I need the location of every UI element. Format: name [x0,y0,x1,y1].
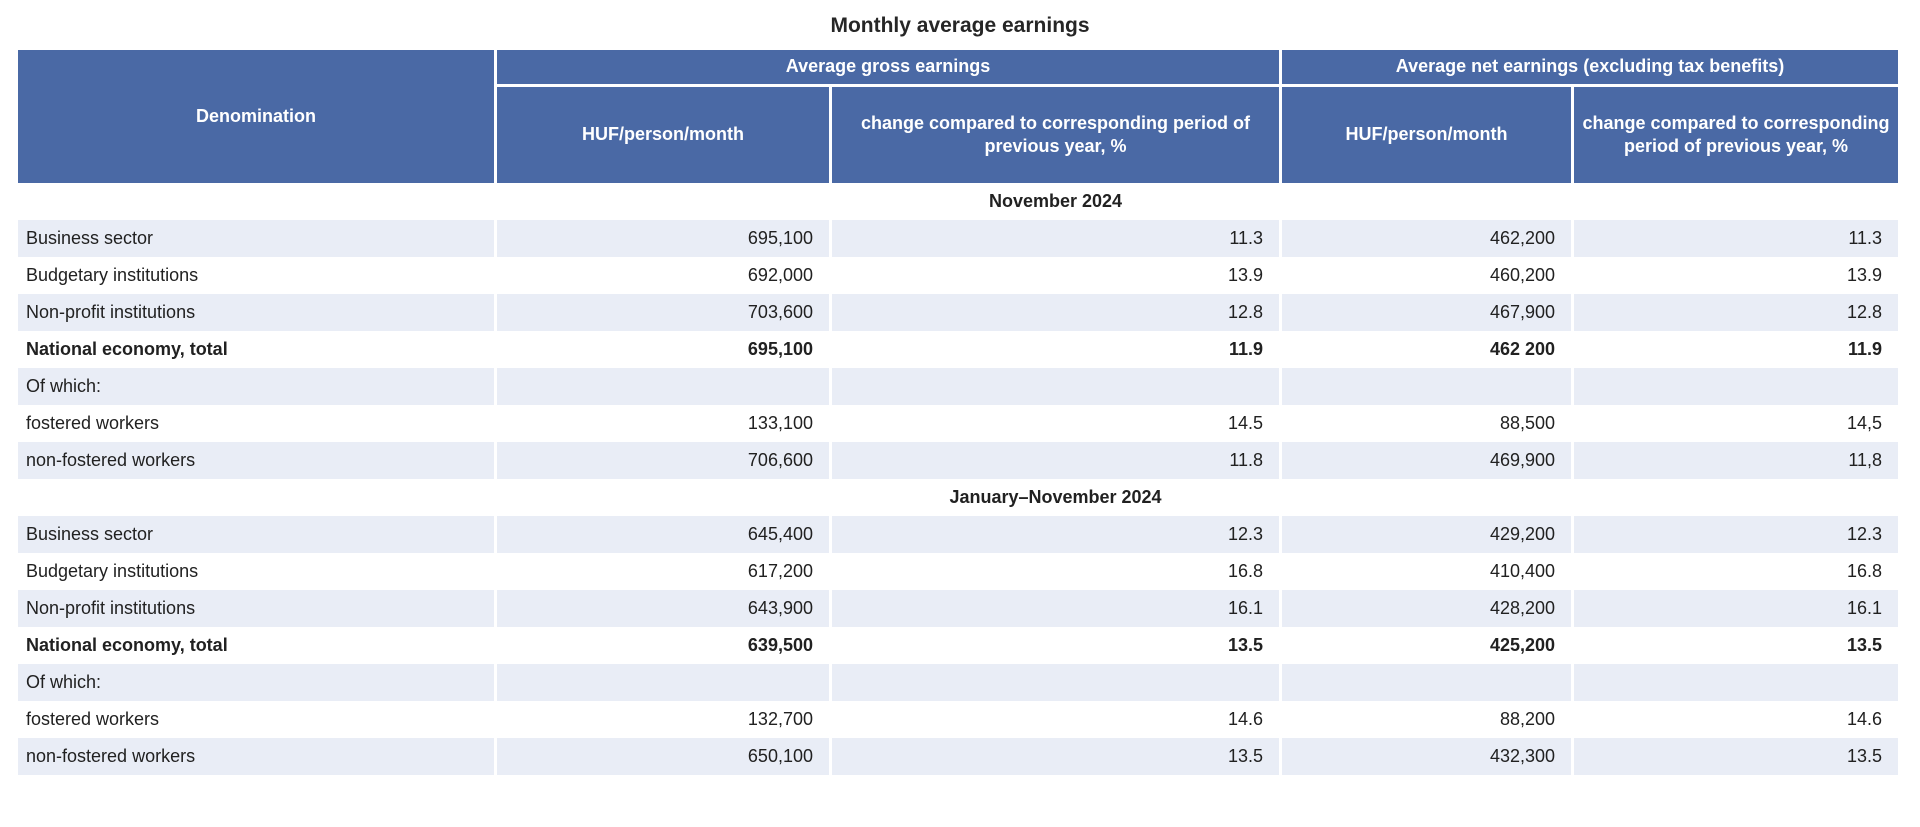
table-row [18,701,1898,738]
net-change-cell: 11.3 [1574,220,1898,257]
net-huf-cell: 425,200 [1282,627,1571,664]
gross-huf-cell: 650,100 [497,738,829,775]
net-huf-cell: 88,500 [1282,405,1571,442]
row-label-cell: Of which: [18,664,494,701]
gross-huf-cell: 692,000 [497,257,829,294]
row-label-cell: Of which: [18,368,494,405]
table-row [18,553,1898,590]
gross-huf-cell: 703,600 [497,294,829,331]
table-row [18,590,1898,627]
gross-change-cell: 11.9 [832,331,1279,368]
net-change-cell: 16.1 [1574,590,1898,627]
net-change-cell: 14.6 [1574,701,1898,738]
section-period-label: January–November 2024 [832,479,1279,516]
page-title: Monthly average earnings [830,14,1090,37]
net-huf-cell: 462,200 [1282,220,1571,257]
net-huf-cell [1282,664,1571,701]
table-body [18,183,1898,775]
net-change-cell [1574,664,1898,701]
gross-change-cell: 14.5 [832,405,1279,442]
gross-huf-cell: 695,100 [497,331,829,368]
gross-huf-cell: 643,900 [497,590,829,627]
column-header-net-huf: HUF/person/month [1282,87,1571,183]
column-group-net-earnings: Average net earnings (excluding tax benefits) [1282,50,1898,87]
gross-change-cell: 16.8 [832,553,1279,590]
empty-cell [497,183,829,220]
gross-huf-cell [497,664,829,701]
row-label-cell: Non-profit institutions [18,294,494,331]
table-row [18,738,1898,775]
net-change-cell: 16.8 [1574,553,1898,590]
net-huf-cell: 429,200 [1282,516,1571,553]
gross-huf-cell: 132,700 [497,701,829,738]
net-change-cell: 14,5 [1574,405,1898,442]
section-header-row [18,183,1898,220]
gross-huf-cell: 617,200 [497,553,829,590]
empty-cell [497,479,829,516]
empty-cell [1282,479,1571,516]
gross-huf-cell: 133,100 [497,405,829,442]
table-row [18,220,1898,257]
net-huf-cell: 460,200 [1282,257,1571,294]
column-header-gross-huf: HUF/person/month [497,87,829,183]
net-change-cell: 13.9 [1574,257,1898,294]
net-huf-cell: 432,300 [1282,738,1571,775]
row-label-cell: fostered workers [18,405,494,442]
earnings-table [15,50,1901,775]
empty-cell [1574,479,1898,516]
gross-change-cell: 11.3 [832,220,1279,257]
table-row [18,331,1898,368]
row-label-cell: Budgetary institutions [18,257,494,294]
gross-change-cell: 11.8 [832,442,1279,479]
gross-huf-cell: 639,500 [497,627,829,664]
gross-change-cell: 14.6 [832,701,1279,738]
gross-huf-cell: 695,100 [497,220,829,257]
gross-change-cell: 13.5 [832,627,1279,664]
net-huf-cell: 469,900 [1282,442,1571,479]
empty-cell [1282,183,1571,220]
gross-change-cell: 13.9 [832,257,1279,294]
empty-cell [18,183,494,220]
gross-huf-cell [497,368,829,405]
table-header [18,50,1898,183]
table-row [18,405,1898,442]
net-huf-cell: 410,400 [1282,553,1571,590]
table-row [18,368,1898,405]
net-change-cell: 12.8 [1574,294,1898,331]
table-row [18,442,1898,479]
table-row [18,664,1898,701]
gross-change-cell [832,664,1279,701]
column-header-denomination: Denomination [18,50,494,183]
net-change-cell [1574,368,1898,405]
table-row [18,257,1898,294]
table-row [18,516,1898,553]
gross-change-cell: 12.3 [832,516,1279,553]
row-label-cell: Non-profit institutions [18,590,494,627]
column-header-gross-change: change compared to corresponding period of previous year, % [832,87,1279,183]
gross-change-cell [832,368,1279,405]
gross-change-cell: 13.5 [832,738,1279,775]
net-huf-cell [1282,368,1571,405]
column-group-gross-earnings: Average gross earnings [497,50,1279,87]
empty-cell [1574,183,1898,220]
row-label-cell: Budgetary institutions [18,553,494,590]
row-label-cell: National economy, total [18,627,494,664]
net-huf-cell: 88,200 [1282,701,1571,738]
net-change-cell: 11,8 [1574,442,1898,479]
net-huf-cell: 428,200 [1282,590,1571,627]
empty-cell [18,479,494,516]
gross-huf-cell: 706,600 [497,442,829,479]
row-label-cell: non-fostered workers [18,442,494,479]
gross-change-cell: 16.1 [832,590,1279,627]
net-change-cell: 13.5 [1574,738,1898,775]
section-period-label: November 2024 [832,183,1279,220]
column-header-net-change: change compared to corresponding period of previous year, % [1574,87,1898,183]
row-label-cell: fostered workers [18,701,494,738]
section-header-row [18,479,1898,516]
gross-change-cell: 12.8 [832,294,1279,331]
net-huf-cell: 467,900 [1282,294,1571,331]
row-label-cell: National economy, total [18,331,494,368]
table-row [18,294,1898,331]
gross-huf-cell: 645,400 [497,516,829,553]
row-label-cell: Business sector [18,516,494,553]
table-row [18,627,1898,664]
row-label-cell: Business sector [18,220,494,257]
net-change-cell: 11.9 [1574,331,1898,368]
net-huf-cell: 462 200 [1282,331,1571,368]
net-change-cell: 12.3 [1574,516,1898,553]
net-change-cell: 13.5 [1574,627,1898,664]
row-label-cell: non-fostered workers [18,738,494,775]
